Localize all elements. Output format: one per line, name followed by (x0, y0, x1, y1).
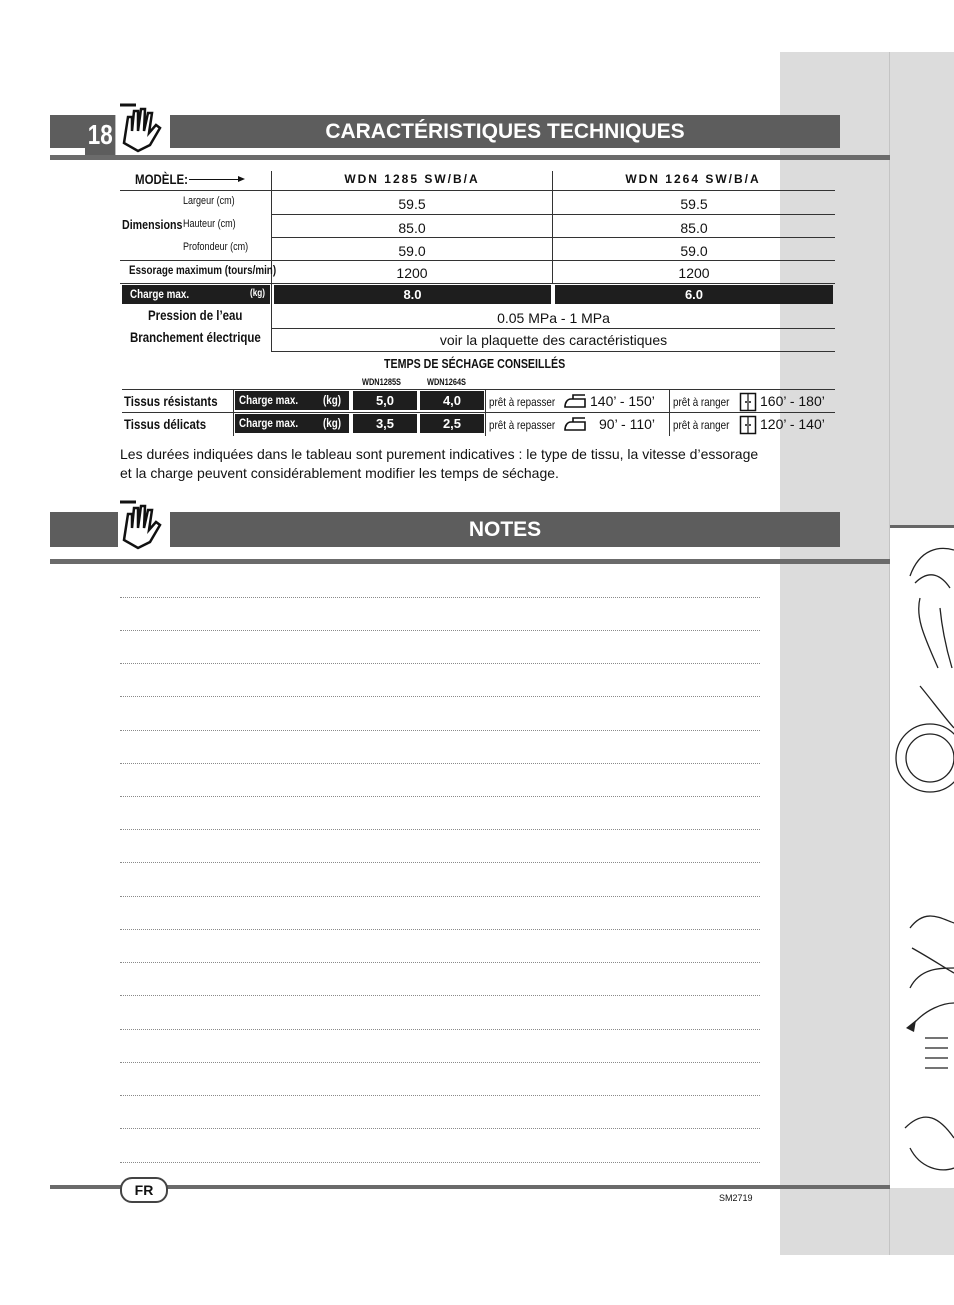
footer-rule (50, 1185, 890, 1189)
note-line[interactable] (120, 663, 760, 664)
iron-label: prêt à repasser (489, 395, 556, 409)
note-line[interactable] (120, 862, 760, 863)
drying-note (120, 445, 780, 483)
note-line[interactable] (120, 1128, 760, 1129)
note-line[interactable] (120, 597, 760, 598)
load-value: 5,0 (353, 391, 417, 410)
note-line[interactable] (120, 730, 760, 731)
wardrobe-icon (739, 415, 757, 435)
note-line-2: et la charge peuvent considérablement modifier les temps de séchage. (120, 465, 559, 481)
bar-left (50, 115, 85, 148)
note-line[interactable] (120, 1095, 760, 1096)
charge-label: Charge max. (239, 416, 299, 430)
spec-table (120, 169, 835, 352)
note-line[interactable] (120, 630, 760, 631)
store-label: prêt à ranger (673, 395, 730, 409)
charge-label-block (122, 285, 270, 304)
charge-value-1: 8.0 (274, 285, 551, 304)
note-line[interactable] (120, 1029, 760, 1030)
model-2-header: WDN 1264 SW/B/A (625, 172, 761, 186)
store-time: 120’ - 140’ (760, 416, 825, 432)
electric-label: Branchement électrique (130, 329, 261, 345)
fabric-resistant: Tissus résistants (124, 393, 218, 409)
note-line[interactable] (120, 962, 760, 963)
table-hline (271, 214, 835, 215)
arrow-right-icon-head (238, 176, 245, 182)
height-value-1: 85.0 (398, 220, 426, 236)
pressure-value: 0.05 MPa - 1 MPa (497, 310, 610, 326)
notes-title: NOTES (170, 512, 840, 547)
bar-left (50, 512, 118, 547)
section-rule (50, 155, 890, 160)
note-line[interactable] (120, 796, 760, 797)
table-hline (120, 260, 835, 261)
charge-value-2: 6.0 (555, 285, 833, 304)
note-line[interactable] (120, 829, 760, 830)
drying-table (120, 352, 840, 438)
depth-value-1: 59.0 (398, 243, 426, 259)
depth-value-2: 59.0 (680, 243, 708, 259)
dimensions-label: Dimensions (122, 217, 183, 232)
wardrobe-icon (739, 392, 757, 412)
page-number: 18 (85, 115, 115, 155)
row-label-depth: Profondeur (cm) (183, 241, 249, 253)
width-value-1: 59.5 (398, 196, 426, 212)
note-line[interactable] (120, 929, 760, 930)
note-line[interactable] (120, 696, 760, 697)
iron-time: 90’ - 110’ (599, 416, 656, 432)
table-hline (120, 283, 835, 284)
width-value-2: 59.5 (680, 196, 708, 212)
note-line[interactable] (120, 896, 760, 897)
store-time: 160’ - 180’ (760, 393, 825, 409)
hand-icon (118, 500, 170, 552)
charge-unit: (kg) (323, 393, 342, 407)
height-value-2: 85.0 (680, 220, 708, 236)
side-illustration-area (890, 528, 954, 1188)
table-hline (271, 328, 835, 329)
spin-value-1: 1200 (396, 265, 428, 281)
table-vline (233, 389, 234, 436)
language-badge: FR (120, 1177, 168, 1203)
note-line[interactable] (120, 763, 760, 764)
iron-label: prêt à repasser (489, 418, 556, 432)
electric-value: voir la plaquette des caractéristiques (439, 332, 668, 348)
document-code: SM2719 (719, 1193, 753, 1203)
table-vline (485, 389, 486, 436)
load-value: 3,5 (353, 414, 417, 433)
section-title: CARACTÉRISTIQUES TECHNIQUES (170, 115, 840, 148)
charge-unit: (kg) (250, 288, 266, 299)
charge-label: Charge max. (239, 393, 299, 407)
store-label: prêt à ranger (673, 418, 730, 432)
washing-machine-illustrations (890, 528, 954, 1188)
notes-rule (50, 559, 890, 564)
charge-label: Charge max. (130, 287, 190, 301)
charge-block (235, 414, 349, 433)
table-hline (271, 237, 835, 238)
table-hline (120, 190, 835, 191)
note-line[interactable] (120, 1062, 760, 1063)
drying-title: TEMPS DE SÉCHAGE CONSEILLÉS (384, 356, 566, 371)
model-1-header: WDN 1285 SW/B/A (344, 172, 480, 186)
note-line-1: Les durées indiquées dans le tableau sont purement indicatives : le type de tissu, la vitesse d’essorage (120, 446, 759, 462)
load-value: 2,5 (420, 414, 484, 433)
row-label-spin: Essorage maximum (tours/min) (129, 263, 277, 277)
table-hline (122, 412, 835, 413)
note-line[interactable] (120, 1162, 760, 1163)
model-label: MODÈLE: (135, 171, 188, 187)
iron-icon (563, 393, 587, 411)
iron-time: 140’ - 150’ (590, 393, 655, 409)
charge-unit: (kg) (323, 416, 342, 430)
pressure-label: Pression de l’eau (148, 307, 243, 323)
row-label-width: Largeur (cm) (183, 195, 235, 207)
table-hline (122, 389, 835, 390)
table-vline (669, 389, 670, 436)
hand-icon (118, 103, 170, 155)
spin-value-2: 1200 (678, 265, 710, 281)
drying-model-2: WDN1264S (427, 377, 466, 387)
iron-icon (563, 416, 587, 434)
note-line[interactable] (120, 995, 760, 996)
load-value: 4,0 (420, 391, 484, 410)
drying-model-1: WDN1285S (362, 377, 401, 387)
row-label-height: Hauteur (cm) (183, 218, 236, 230)
arrow-right-icon (189, 179, 241, 180)
fabric-delicate: Tissus délicats (124, 416, 207, 432)
charge-block (235, 391, 349, 410)
